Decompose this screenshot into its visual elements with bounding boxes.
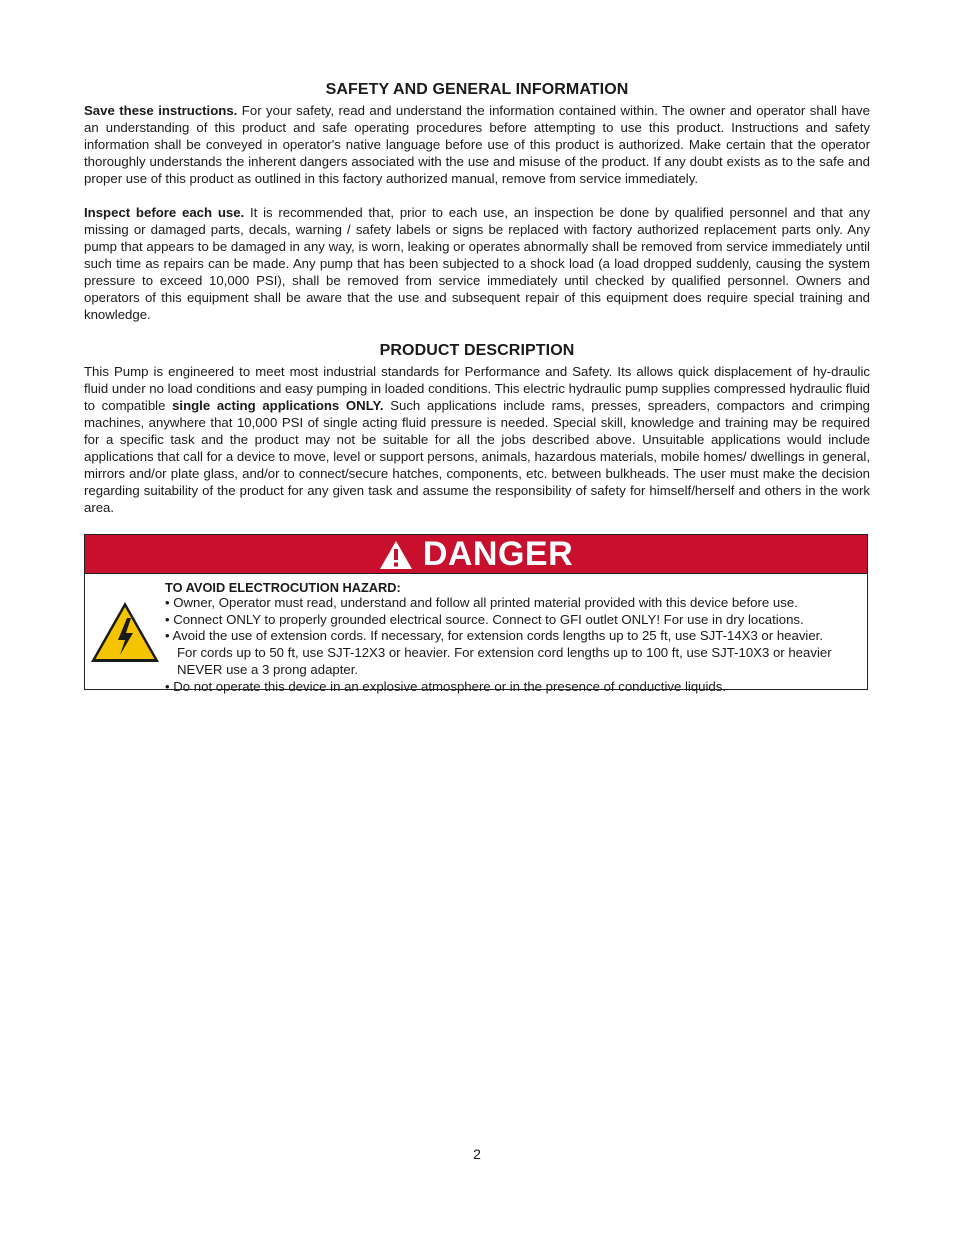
hazard-bullet-3: • Avoid the use of extension cords. If necessary, for extension cords lengths up to 25 ft, use SJT-14X3 or heavier. xyxy=(165,628,824,644)
hazard-bullet-3-cont-2: NEVER use a 3 prong adapter. xyxy=(177,661,359,677)
save-instructions-lead: Save these instructions. xyxy=(84,103,238,118)
danger-body xyxy=(85,574,867,694)
product-text-bold: single acting applications ONLY. xyxy=(172,398,384,413)
document-content xyxy=(84,80,870,516)
hazard-bullet-3-cont-1: For cords up to 50 ft, use SJT-12X3 or heavier. For extension cord lengths up to 100 ft, use SJT-10X3 or heavier xyxy=(177,645,832,661)
electrical-hazard-icon xyxy=(89,600,161,664)
hazard-text xyxy=(165,579,861,694)
inspect-lead: Inspect before each use. xyxy=(84,205,245,220)
safety-paragraph-2-text: It is recommended that, prior to each use, an inspection be done by qualified personnel and that any missing or damaged parts, decals, warning / safety labels or signs be replaced with factory authorized replacement parts only. Any pump that appears to be damaged in any way, is worn, leaking or operates abnormally shall be removed from service immediately until such time as repairs can be made. Any pump that has been subjected to a shock load (a load dropped suddenly, causing the system pressure to exceed 10,000 PSI), shall be removed from service immediately until checked by qualified personnel. Owners and operators of this equipment shall be aware that the use and subsequent repair of this equipment does require special training and knowledge. xyxy=(84,205,870,322)
product-section-title: PRODUCT DESCRIPTION xyxy=(379,342,575,359)
hazard-subtitle: TO AVOID ELECTROCUTION HAZARD: xyxy=(165,580,401,595)
danger-header xyxy=(85,535,867,574)
product-paragraph xyxy=(84,363,870,516)
safety-paragraph-1 xyxy=(84,102,870,187)
safety-paragraph-2 xyxy=(84,204,870,323)
hazard-icon-container xyxy=(85,579,165,685)
hazard-bullet-1: • Owner, Operator must read, understand and follow all printed material provided with this device before use. xyxy=(165,595,798,610)
safety-paragraph-1-text: For your safety, read and understand the information contained within. The owner and operator shall have an understanding of this product and safe operating procedures before attempting to use this product. Instructions and safety information shall be conveyed in operator's native language before use of this product is authorized. Make certain that the operator thoroughly understands the inherent dangers associated with the use and misuse of the product. If any doubt exists as to the safe and proper use of this product as outlined in this factory authorized manual, remove from service immediately. xyxy=(84,103,870,186)
danger-box xyxy=(84,534,868,694)
hazard-bullet-4: • Do not operate this device in an explosive atmosphere or in the presence of conductive liquids. xyxy=(165,678,727,694)
danger-word: DANGER xyxy=(422,535,574,573)
product-text-b: Such applications include rams, presses, spreaders, compactors and crimping machines, anywhere that 10,000 PSI of single acting fluid pressure is needed. Special skill, knowledge and training may be required for a specific task and the product may not be suitable for all the jobs described above. Unsuitable applications would include applications that call for a device to move, level or support persons, animals, hazardous materials, mobile homes/ dwellings in general, mirrors and/or plate glass, and/or to connect/secure hatches, components, etc. between bulkheads. The user must make the decision regarding suitability of the product for any given task and assume the responsibility of safety for himself/herself and others in the work area. xyxy=(84,398,870,515)
page-number: 2 xyxy=(473,1146,481,1162)
safety-section-title: SAFETY AND GENERAL INFORMATION xyxy=(325,81,629,98)
hazard-bullet-2: • Connect ONLY to properly grounded electrical source. Connect to GFI outlet ONLY! For use in dry locations. xyxy=(165,611,804,627)
warning-triangle-icon xyxy=(379,540,413,570)
product-text-a: This Pump is engineered to meet most industrial standards for Performance and Safety. Its allows quick displacement of hy-draulic fluid under no load conditions and easy pumping in loaded conditions. This electric hydraulic pump supplies compressed hydraulic fluid to compatible xyxy=(84,364,870,413)
